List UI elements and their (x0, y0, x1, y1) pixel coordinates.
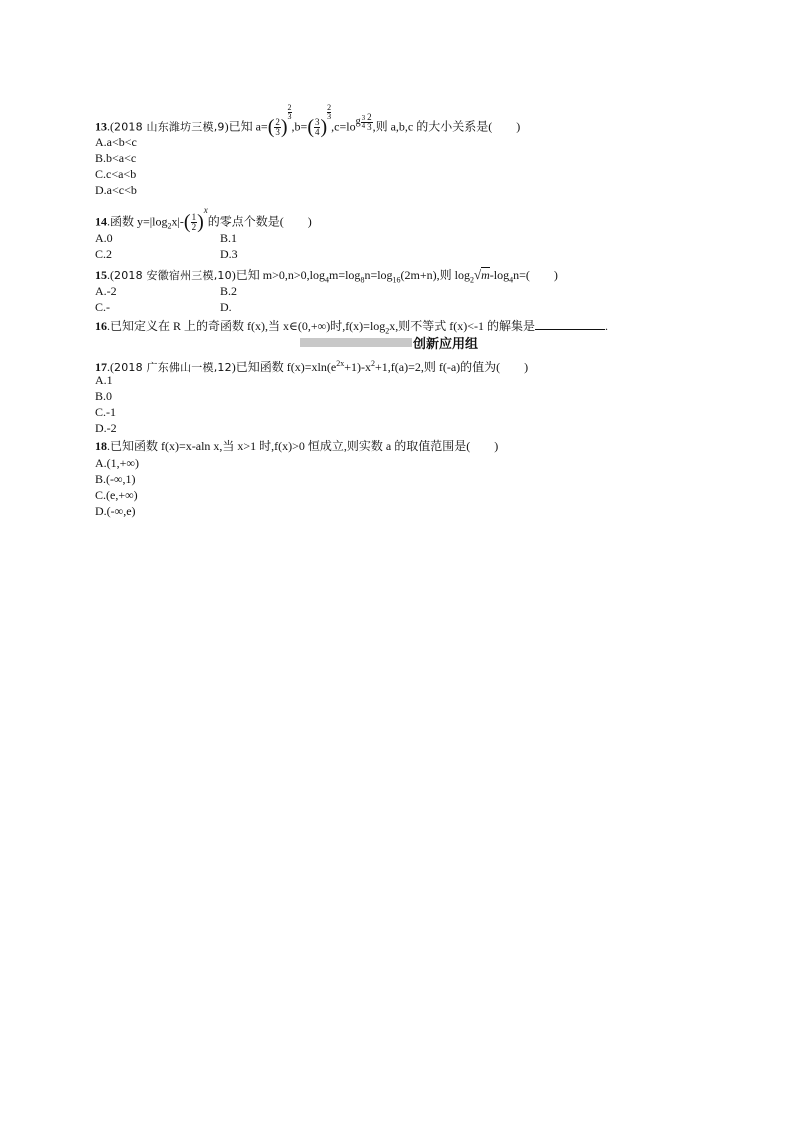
question-text: +1,f(a)=2,则 f(-a)的值为( ) (374, 360, 529, 374)
option-c: C.2 (95, 247, 113, 261)
question-tail: x,则不等式 f(x)<-1 的解集是 (389, 319, 536, 333)
exponent-fraction: $\frac{2}{3}$ (287, 103, 292, 121)
option-c: C.(e,+∞) (95, 488, 138, 502)
log-base: 4 (509, 275, 514, 285)
sqrt-sign: √ (473, 267, 482, 282)
paren-open: .( (107, 268, 114, 282)
b-expression: ,b= (291, 119, 308, 134)
question-number: 18 (95, 439, 107, 453)
question-text: )已知 a= (224, 119, 268, 134)
log-base: 16 (392, 275, 401, 285)
log-base-fraction: $\frac{3}{4}$ (361, 114, 366, 130)
question-number: 15 (95, 268, 107, 282)
question-tail: ,则 a,b,c 的大小关系是( ) (372, 119, 521, 134)
question-number: 16 (95, 319, 107, 333)
question-text: .函数 y=|log (107, 214, 168, 229)
log-g: g (355, 116, 361, 128)
log-base: 4 (325, 275, 329, 285)
question-text: -log (489, 268, 510, 282)
option-d: D.a<c<b (95, 183, 137, 197)
question-text: m=log (329, 268, 361, 282)
exponent-fraction: $\frac{2}{3}$ (327, 103, 332, 121)
c-expression: ,c=lo (331, 119, 356, 134)
period: . (605, 319, 609, 333)
option-d: D. (220, 300, 232, 314)
option-c: C.-1 (95, 405, 116, 419)
log-base: 2 (167, 221, 172, 231)
question-number: 13 (95, 119, 107, 134)
exponent: 2x (336, 359, 345, 368)
option-d: D.3 (220, 247, 238, 261)
log-argument-fraction: $\frac{2}{3}$ (367, 112, 372, 132)
question-17 (95, 356, 528, 375)
question-text: .已知函数 f(x)=x-aln x,当 x>1 时,f(x)>0 恒成立,则实数 a 的取值范围是( ) (107, 439, 499, 453)
question-16 (95, 317, 608, 338)
question-text: +1)-x (344, 360, 371, 374)
fraction: $\frac{1}{2}$ (191, 212, 197, 232)
paren-open: .( (107, 119, 114, 134)
option-b: B.2 (220, 284, 238, 298)
question-number: 17 (95, 360, 107, 374)
question-number: 14 (95, 214, 107, 229)
log-base: 2 (385, 326, 390, 336)
option-d: D.-2 (95, 421, 117, 435)
question-text: )已知函数 f(x)=xln(e (231, 360, 337, 374)
log-base: 8 (360, 275, 365, 285)
exponent: x (203, 205, 208, 216)
option-a: A.-2 (95, 284, 117, 298)
sqrt-argument: m (481, 268, 490, 282)
paren: ) (320, 116, 328, 138)
option-row (95, 231, 238, 246)
exponent: 2 (370, 359, 375, 368)
log-base: 2 (469, 275, 474, 285)
option-row (95, 284, 238, 299)
option-row (95, 300, 232, 315)
question-15 (95, 267, 558, 287)
option-a: A.0 (95, 231, 113, 245)
option-b: B.1 (220, 231, 238, 245)
fraction: $\frac{2}{3}$ (275, 117, 280, 137)
answer-blank[interactable] (535, 317, 605, 330)
question-text: n=( ) (513, 268, 558, 282)
paren: ( (307, 116, 314, 138)
question-text: )已知 m>0,n>0,log (231, 268, 325, 282)
paren: ( (183, 211, 191, 233)
section-title: 创新应用组 (413, 337, 479, 352)
paren: ( (267, 116, 275, 138)
option-a: A.1 (95, 373, 113, 387)
question-source: 2018 山东潍坊三模,9 (114, 120, 225, 134)
option-d: D.(-∞,e) (95, 504, 136, 518)
question-source: 2018 安徽宿州三模,10 (114, 269, 232, 282)
paren: ) (280, 116, 288, 138)
option-b: B.(-∞,1) (95, 472, 136, 486)
paren: ) (197, 211, 204, 233)
option-c: C.c<a<b (95, 167, 137, 181)
question-text: n=log (364, 268, 393, 282)
question-text-mid: x|- (171, 214, 184, 229)
option-row (95, 247, 238, 262)
question-tail: 的零点个数是( ) (207, 214, 312, 229)
question-14 (95, 205, 312, 234)
option-c: C.- (95, 300, 110, 314)
option-b: B.0 (95, 389, 113, 403)
question-18 (95, 439, 498, 454)
option-a: A.a<b<c (95, 135, 137, 149)
question-13 (95, 103, 521, 138)
question-source: 2018 广东佛山一模,12 (114, 361, 232, 374)
fraction: $\frac{3}{4}$ (314, 117, 320, 137)
option-a: A.(1,+∞) (95, 456, 139, 470)
question-text: .已知定义在 R 上的奇函数 f(x),当 x∈(0,+∞)时,f(x)=log (107, 319, 386, 333)
question-text: (2m+n),则 log (400, 268, 470, 282)
section-divider-bar (300, 338, 412, 347)
option-b: B.b<a<c (95, 151, 137, 165)
paren-open: .( (107, 360, 114, 374)
